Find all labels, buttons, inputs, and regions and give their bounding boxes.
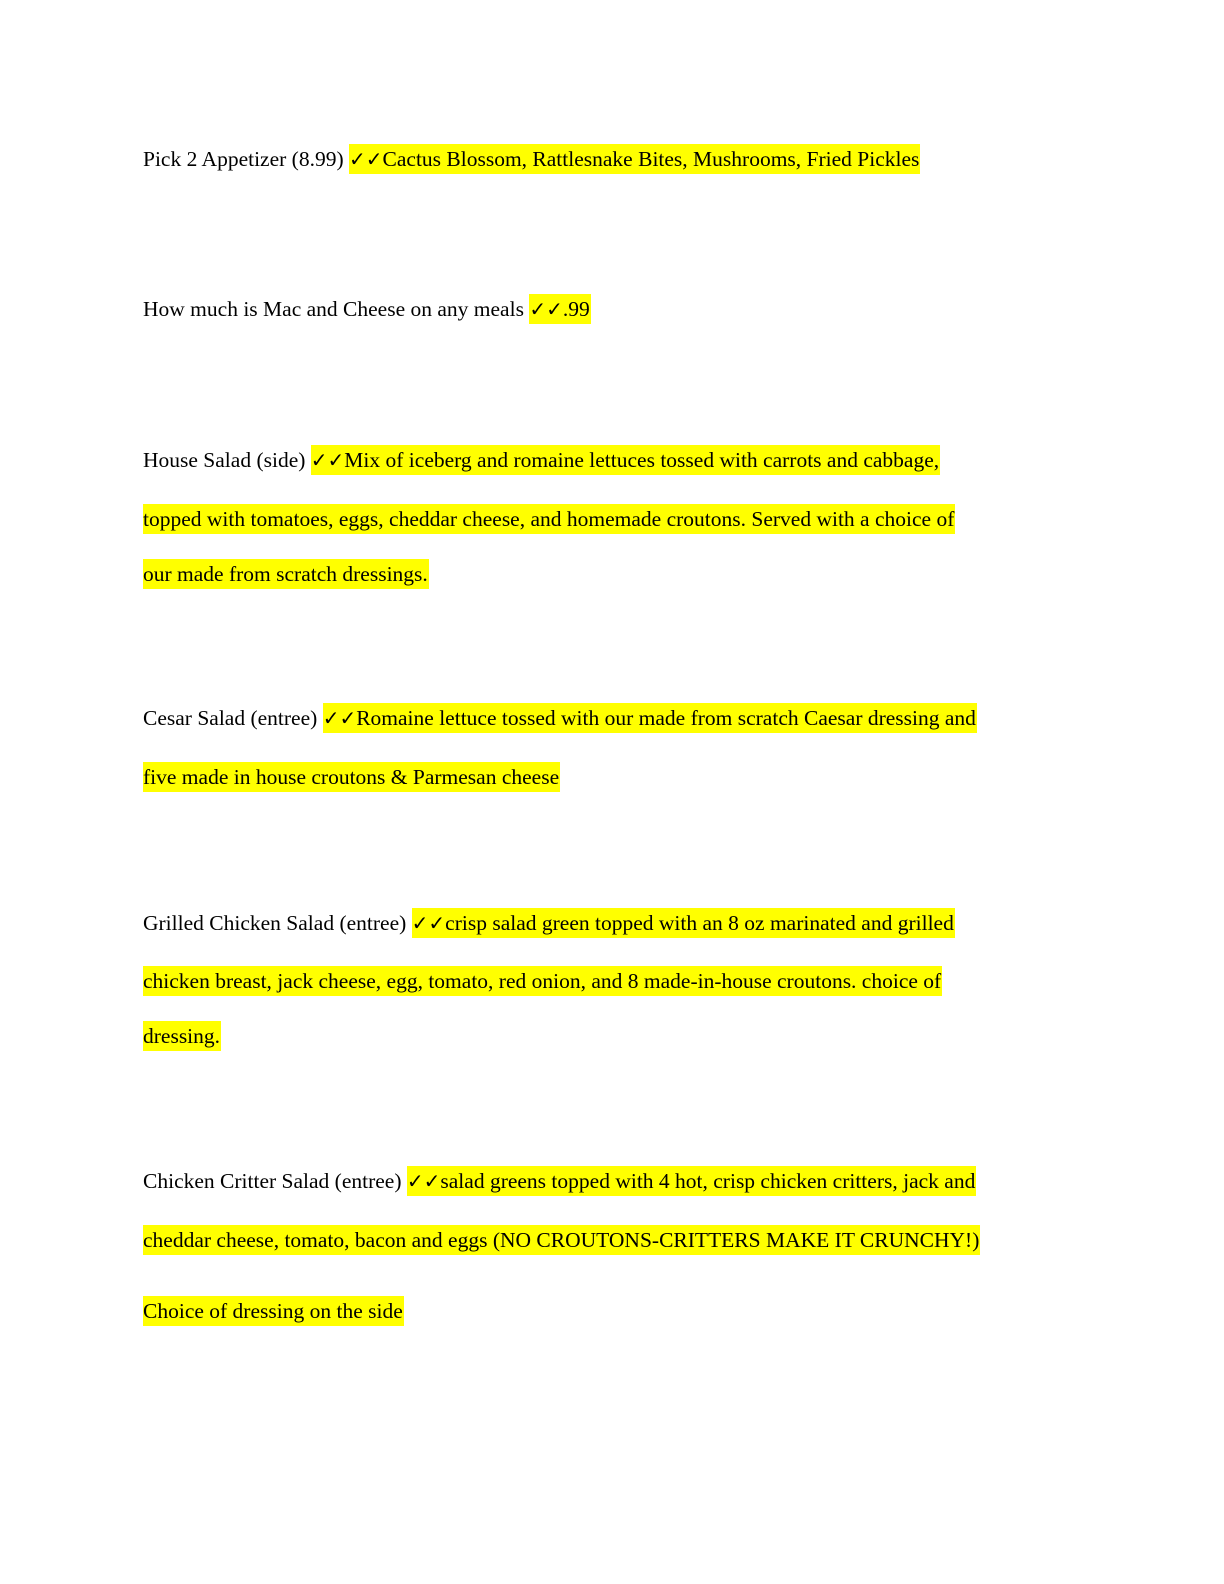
double-check-icon: ✓✓	[322, 706, 357, 730]
cesar-salad-answer	[323, 703, 977, 733]
chicken-critter-salad-label: Chicken Critter Salad (entree)	[143, 1169, 407, 1193]
grilled-chicken-salad-answer	[412, 908, 955, 938]
house-salad-label: House Salad (side)	[143, 448, 311, 472]
chicken-critter-salad-line-1	[143, 1163, 976, 1199]
chicken-critter-salad-answer-text: salad greens topped with 4 hot, crisp chicken critters, jack and	[440, 1169, 976, 1193]
house-salad-line-3	[143, 556, 429, 592]
double-check-icon: ✓✓	[310, 448, 345, 472]
double-check-icon: ✓✓	[411, 911, 446, 935]
chicken-critter-salad-answer-text: cheddar cheese, tomato, bacon and eggs (NO CROUTONS-CRITTERS MAKE IT CRUNCHY!)	[143, 1225, 980, 1255]
cesar-salad-line-1	[143, 700, 977, 736]
chicken-critter-salad-answer	[407, 1166, 976, 1196]
double-check-icon: ✓✓	[529, 297, 563, 321]
grilled-chicken-salad-label: Grilled Chicken Salad (entree)	[143, 911, 412, 935]
appetizer-label: Pick 2 Appetizer (8.99)	[143, 147, 349, 171]
grilled-chicken-salad-line-3	[143, 1018, 221, 1054]
chicken-critter-salad-line-2	[143, 1222, 980, 1258]
cesar-salad-label: Cesar Salad (entree)	[143, 706, 323, 730]
grilled-chicken-salad-answer-text: dressing.	[143, 1021, 221, 1051]
double-check-icon: ✓✓	[406, 1169, 441, 1193]
house-salad-answer	[311, 445, 940, 475]
grilled-chicken-salad-answer-text: chicken breast, jack cheese, egg, tomato, red onion, and 8 made-in-house croutons. choice of	[143, 966, 942, 996]
chicken-critter-salad-line-3	[143, 1293, 404, 1329]
house-salad-line-2	[143, 501, 955, 537]
mac-cheese-label: How much is Mac and Cheese on any meals	[143, 297, 530, 321]
cesar-salad-line-2	[143, 759, 560, 795]
appetizer-answer	[349, 144, 920, 174]
grilled-chicken-salad-line-1	[143, 905, 955, 941]
cesar-salad-answer-text: five made in house croutons & Parmesan cheese	[143, 762, 560, 792]
house-salad-line-1	[143, 442, 940, 478]
house-salad-answer-text: Mix of iceberg and romaine lettuces tossed with carrots and cabbage,	[344, 448, 940, 472]
mac-cheese-line-1	[143, 291, 591, 327]
mac-cheese-answer-text: .99	[562, 297, 590, 321]
grilled-chicken-salad-line-2	[143, 963, 942, 999]
appetizer-answer-text: Cactus Blossom, Rattlesnake Bites, Mushrooms, Fried Pickles	[382, 147, 920, 171]
chicken-critter-salad-answer-text: Choice of dressing on the side	[143, 1296, 404, 1326]
cesar-salad-answer-text: Romaine lettuce tossed with our made from scratch Caesar dressing and	[356, 706, 976, 730]
appetizer-line-1	[143, 141, 920, 177]
house-salad-answer-text: our made from scratch dressings.	[143, 559, 429, 589]
grilled-chicken-salad-answer-text: crisp salad green topped with an 8 oz marinated and grilled	[445, 911, 954, 935]
mac-cheese-answer	[529, 294, 590, 324]
double-check-icon: ✓✓	[349, 147, 383, 171]
house-salad-answer-text: topped with tomatoes, eggs, cheddar cheese, and homemade croutons. Served with a choice of	[143, 504, 955, 534]
